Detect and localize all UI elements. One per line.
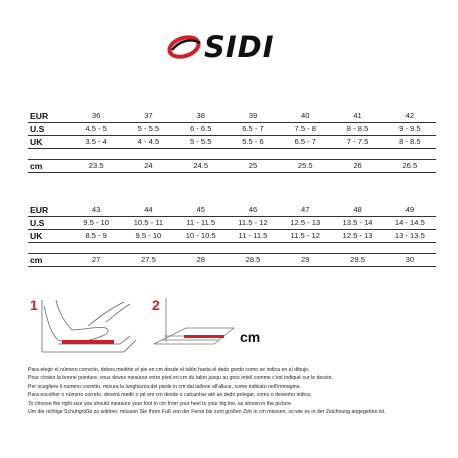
instruction-es: Para elegir el número correcto, debes medirte el pie en cm desde el talón hasta el dedo gordo como se indica en el dibujo. [28,367,310,373]
table-row-eur [28,110,436,123]
row-label-eur: EUR [28,110,70,123]
table-cell: 5 - 5.5 [175,136,227,149]
size-table-1 [28,110,436,173]
row-label-us: U.S [28,217,70,230]
table-cell: 29.5 [331,254,383,267]
instructions [28,366,448,416]
table-cell: 5 - 5.5 [122,123,174,136]
table-cell: 38 [175,110,227,123]
table-cell: 49 [384,204,436,217]
foot-measurement-illustration [28,292,278,358]
table-cell: 12.5 - 13 [279,217,331,230]
table-cell: 4.5 - 5 [70,123,122,136]
table-cell: 25 [227,160,279,173]
table-cell: 10 - 10.5 [175,230,227,243]
row-label-cm: cm [28,160,70,173]
table-cell: 48 [331,204,383,217]
table-cell: 24 [122,160,174,173]
table-row-cm [28,160,436,173]
instruction-de: Um die richtige Schuhgröße zu wählen, müssen Sie Ihren Fuß von der Ferse bis zum großen Zeh in cm messen, so wie es in der Zeichnung angegeben ist. [28,409,386,416]
table-cell: 41 [331,110,383,123]
instruction-it: Per scegliere il numero corretto, misura la lunghezza del piede in cm dal tallone all'alluce, come indicato nell'immagine. [28,383,302,390]
table-cell: 23.5 [70,160,122,173]
table-cell: 13.5 - 14 [331,217,383,230]
table-cell: 10.5 - 11 [122,217,174,230]
table-cell: 27 [70,254,122,267]
table-cell: 8 - 8.5 [384,136,436,149]
table-cell: 4 - 4.5 [122,136,174,149]
step-2-number: 2 [152,297,160,313]
table-cell: 45 [175,204,227,217]
table-cell: 11 - 11.5 [175,217,227,230]
table-cell: 14 - 14.5 [384,217,436,230]
step-1-number: 1 [30,297,38,313]
table-cell: 39 [227,110,279,123]
table-cell: 25.5 [279,160,331,173]
table-cell: 9 - 9.5 [384,123,436,136]
table-row-uk [28,230,436,243]
table-cell: 6.5 - 7 [227,123,279,136]
table-spacer [28,243,436,254]
table-cell: 36 [70,110,122,123]
table-cell: 44 [122,204,174,217]
measure-line-1 [62,340,114,344]
table-cell: 26 [331,160,383,173]
table-cell: 11.5 - 12 [227,217,279,230]
table-cell: 9.5 - 10 [122,230,174,243]
table-cell: 7 - 7.5 [331,136,383,149]
table-cell: 37 [122,110,174,123]
instruction-en: To choose the right size you should measure your foot in cm from your heel to your big toe, as shown in the picture. [28,400,293,407]
table-spacer [28,149,436,160]
table-cell: 9.5 - 10 [70,217,122,230]
table-cell: 40 [279,110,331,123]
table-cell: 30 [384,254,436,267]
table-cell: 46 [227,204,279,217]
row-label-us: U.S [28,123,70,136]
table-row-us [28,217,436,230]
sidi-emblem-icon [166,32,206,62]
instruction-fr: Pour choisir la bonne pointure, vous devez mesurez votre pied en cm du talon jusqu au gros orteil comme c'est indiqué sur le dessin. [28,375,333,382]
table-cell: 11.5 - 12 [279,230,331,243]
table-cell: 5.5 - 6 [227,136,279,149]
row-label-uk: UK [28,230,70,243]
table-row-uk [28,136,436,149]
table-cell: 28.5 [227,254,279,267]
table-cell: 13 - 13.5 [384,230,436,243]
table-cell: 7.5 - 8 [279,123,331,136]
unit-label: cm [240,329,261,345]
table-cell: 8 - 8.5 [331,123,383,136]
foot-drawing [42,300,136,352]
table-cell: 8.5 - 9 [70,230,122,243]
table-cell: 42 [384,110,436,123]
table-cell: 47 [279,204,331,217]
table-cell: 43 [70,204,122,217]
instruction-pt: Para escolher o número correto, deverá medir o pé em cm desde o calcanhar até ao dedo polegar, como o desenho indica. [28,392,312,399]
table-cell: 29 [279,254,331,267]
table-cell: 11 - 11.5 [227,230,279,243]
table-row-us [28,123,436,136]
table-row-eur [28,204,436,217]
row-label-uk: UK [28,136,70,149]
measure-line-2 [184,335,224,338]
table-row-cm [28,254,436,267]
size-table-2 [28,204,436,267]
brand-name: SIDI [204,30,275,64]
table-cell: 6.5 - 7 [279,136,331,149]
table-cell: 3.5 - 4 [70,136,122,149]
table-cell: 12.5 - 13 [331,230,383,243]
table-cell: 6 - 6.5 [175,123,227,136]
table-cell: 28 [175,254,227,267]
table-cell: 26.5 [384,160,436,173]
row-label-eur: EUR [28,204,70,217]
sidi-logo [166,32,296,64]
table-cell: 27.5 [122,254,174,267]
table-cell: 24.5 [175,160,227,173]
row-label-cm: cm [28,254,70,267]
